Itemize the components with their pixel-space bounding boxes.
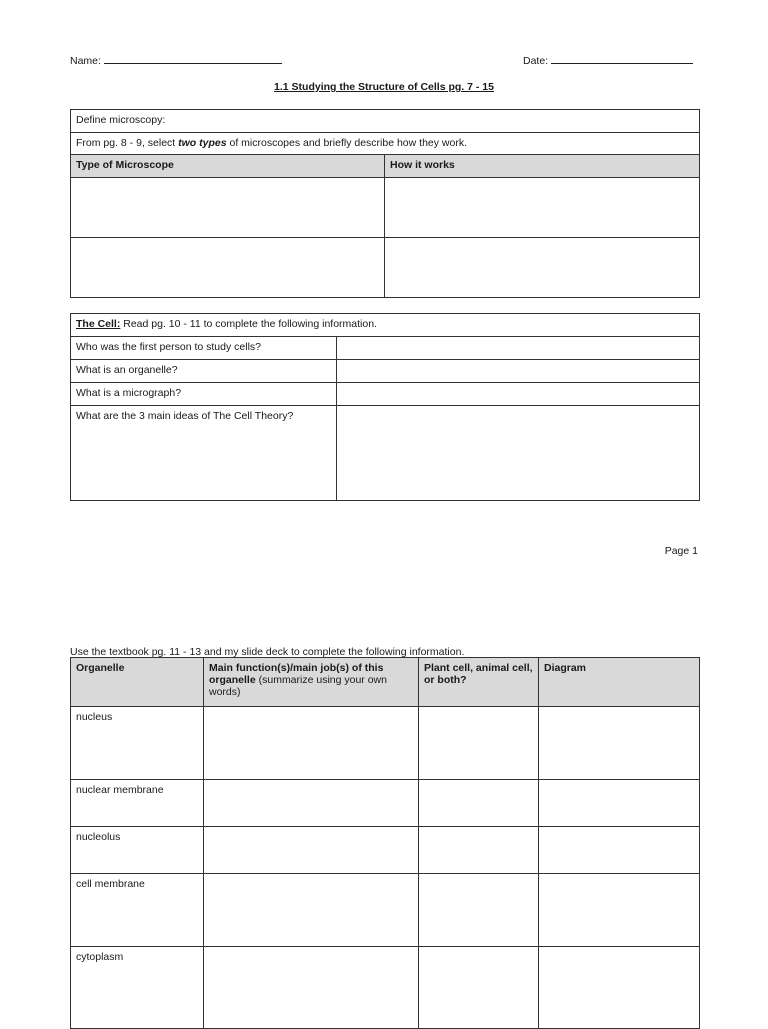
date-field[interactable] [523, 52, 693, 67]
col-organelle: Organelle [71, 658, 204, 707]
cell-table [70, 313, 700, 501]
microscope-how-answer-2[interactable] [385, 238, 700, 298]
name-line [104, 52, 282, 64]
diagram-answer[interactable] [539, 827, 700, 874]
select-suffix: of microscopes and briefly describe how they work. [226, 137, 468, 149]
cell-question-2: What is an organelle? [71, 360, 337, 383]
organelle-name: nucleus [71, 707, 204, 780]
diagram-answer[interactable] [539, 874, 700, 947]
organelle-name: cytoplasm [71, 947, 204, 1029]
table-row [71, 827, 700, 874]
microscope-how-answer-1[interactable] [385, 178, 700, 238]
diagram-answer[interactable] [539, 947, 700, 1029]
table-row [71, 707, 700, 780]
cell-type-answer[interactable] [419, 780, 539, 827]
cell-question-4: What are the 3 main ideas of The Cell Theory? [71, 406, 337, 501]
cell-question-1: Who was the first person to study cells? [71, 337, 337, 360]
organelle-table [70, 657, 700, 1029]
cell-type-answer[interactable] [419, 947, 539, 1029]
col-main-function [204, 658, 419, 707]
select-emphasis: two types [178, 137, 227, 149]
table-row [71, 947, 700, 1029]
cell-answer-1[interactable] [337, 337, 700, 360]
select-prefix: From pg. 8 - 9, select [76, 137, 179, 149]
select-instruction [71, 133, 700, 155]
cell-question-3: What is a micrograph? [71, 383, 337, 406]
function-answer[interactable] [204, 780, 419, 827]
diagram-answer[interactable] [539, 780, 700, 827]
col-main-function-bold: Main function(s)/main job(s) of this organelle [209, 662, 384, 686]
page-number: Page 1 [664, 545, 698, 557]
organelle-name: nucleolus [71, 827, 204, 874]
col-diagram: Diagram [539, 658, 700, 707]
cell-answer-3[interactable] [337, 383, 700, 406]
cell-type-answer[interactable] [419, 707, 539, 780]
define-microscopy-prompt: Define microscopy: [76, 114, 166, 126]
col-type-of-microscope: Type of Microscope [71, 155, 385, 178]
cell-type-answer[interactable] [419, 874, 539, 947]
cell-answer-4[interactable] [337, 406, 700, 501]
organelle-name: nuclear membrane [71, 780, 204, 827]
microscopy-table [70, 109, 700, 298]
cell-answer-2[interactable] [337, 360, 700, 383]
function-answer[interactable] [204, 707, 419, 780]
diagram-answer[interactable] [539, 707, 700, 780]
page-title: 1.1 Studying the Structure of Cells pg. 7 - 15 [274, 81, 494, 93]
function-answer[interactable] [204, 874, 419, 947]
date-line [551, 52, 693, 64]
col-how-it-works: How it works [385, 155, 700, 178]
date-label: Date: [523, 55, 549, 67]
function-answer[interactable] [204, 827, 419, 874]
table-row [71, 780, 700, 827]
table-row [71, 874, 700, 947]
cell-heading: The Cell: [76, 318, 121, 330]
function-answer[interactable] [204, 947, 419, 1029]
microscope-type-answer-2[interactable] [71, 238, 385, 298]
col-main-function-note: (summarize using your own words) [209, 674, 387, 698]
name-field[interactable] [70, 52, 282, 67]
define-microscopy-cell[interactable] [71, 110, 700, 133]
cell-type-answer[interactable] [419, 827, 539, 874]
cell-heading-suffix: Read pg. 10 - 11 to complete the following information. [120, 318, 377, 330]
organelle-instructions: Use the textbook pg. 11 - 13 and my slide deck to complete the following information. [70, 646, 465, 658]
microscope-type-answer-1[interactable] [71, 178, 385, 238]
cell-heading-row [71, 314, 700, 337]
col-cell-type: Plant cell, animal cell, or both? [419, 658, 539, 707]
organelle-name: cell membrane [71, 874, 204, 947]
name-label: Name: [70, 55, 101, 67]
